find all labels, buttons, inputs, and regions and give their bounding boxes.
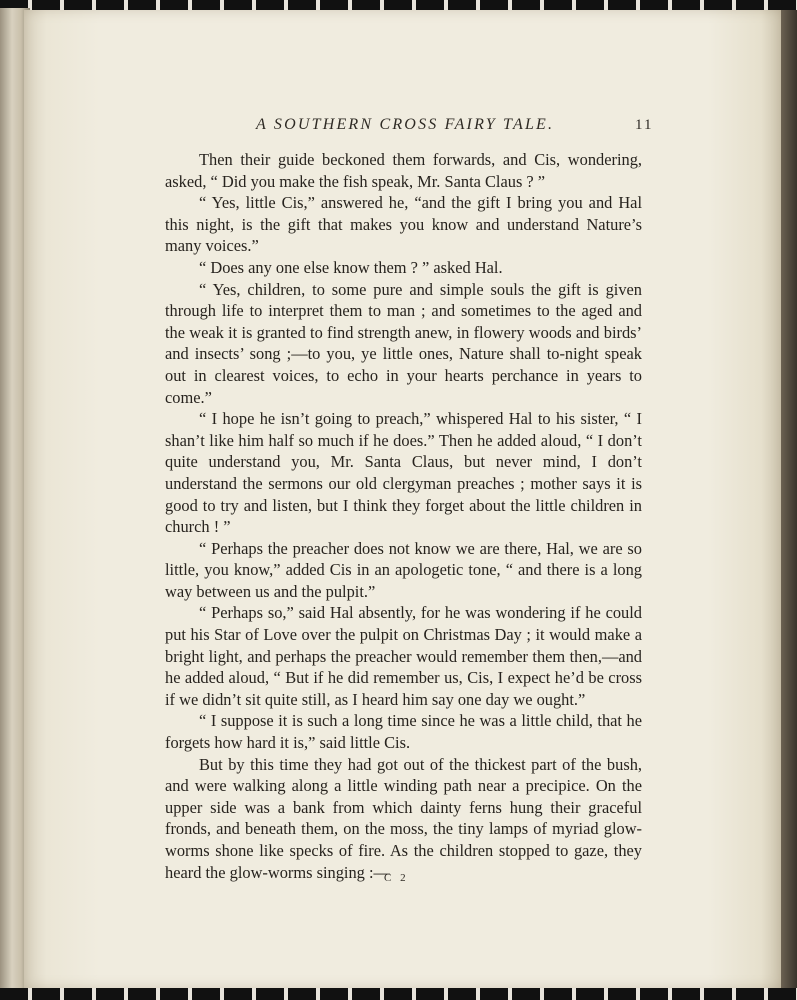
signature-mark: C 2 xyxy=(384,872,409,884)
paragraph: “ Yes, little Cis,” answered he, “and the gift I bring you and Hal this night, is the gift that makes you know and understand Nature’s many voices.” xyxy=(165,193,642,256)
paragraph: But by this time they had got out of the thickest part of the bush, and were walking along a little winding path near a precipice. On the upper side was a bank from which dainty ferns hung their graceful fronds, and beneath them, on the moss, the tiny lamps of myriad glow-worms shone like specks of fire. As the children stopped to gaze, they heard the glow-worms singing :— xyxy=(165,754,642,882)
paragraph: Then their guide beckoned them forwards, and Cis, wondering, asked, “ Did you make the fish speak, Mr. Santa Claus ? ” xyxy=(165,150,642,191)
running-head-title: A SOUTHERN CROSS FAIRY TALE. xyxy=(256,116,555,133)
running-head xyxy=(24,116,784,138)
paragraph: “ Yes, children, to some pure and simple souls the gift is given through life to interpret them to man ; and sometimes to the aged and the weak it is granted to find strength anew, in flowery woods and birds’ and insects’ song ;—to you, ye little ones, Nature shall to-night speak out in clearest voices, to echo in your hearts perchance in years to come.” xyxy=(165,279,642,407)
paragraph: “ I hope he isn’t going to preach,” whispered Hal to his sister, “ I shan’t like him half so much if he does.” Then he added aloud, “ I don’t quite understand you, Mr. Santa Claus, but never mind, I don’t understand the sermons our old clergyman preaches ; mother says it is good to try and listen, but I think they forget about the little children in church ! ” xyxy=(165,409,642,537)
paragraph: “ Perhaps so,” said Hal absently, for he was wondering if he could put his Star of Love over the pulpit on Christmas Day ; it would make a bright light, and perhaps the preacher would remember them then,—and he added aloud, “ But if he did remember us, Cis, I expect he’d be cross if we didn’t sit quite still, as I heard him say one day we ought.” xyxy=(165,603,642,709)
paragraph: “ I suppose it is such a long time since he was a little child, that he forgets how hard it is,” said little Cis. xyxy=(165,711,642,753)
paragraph: “ Does any one else know them ? ” asked Hal. xyxy=(199,257,503,277)
page-number: 11 xyxy=(635,117,654,133)
paragraph: “ Perhaps the preacher does not know we are there, Hal, we are so little, you know,” added Cis in an apologetic tone, “ and there is a long way between us and the pulpit.” xyxy=(165,538,642,601)
body-text xyxy=(165,149,642,883)
page-stack-edge xyxy=(781,10,797,990)
scan-ruler-bottom xyxy=(0,988,797,1000)
